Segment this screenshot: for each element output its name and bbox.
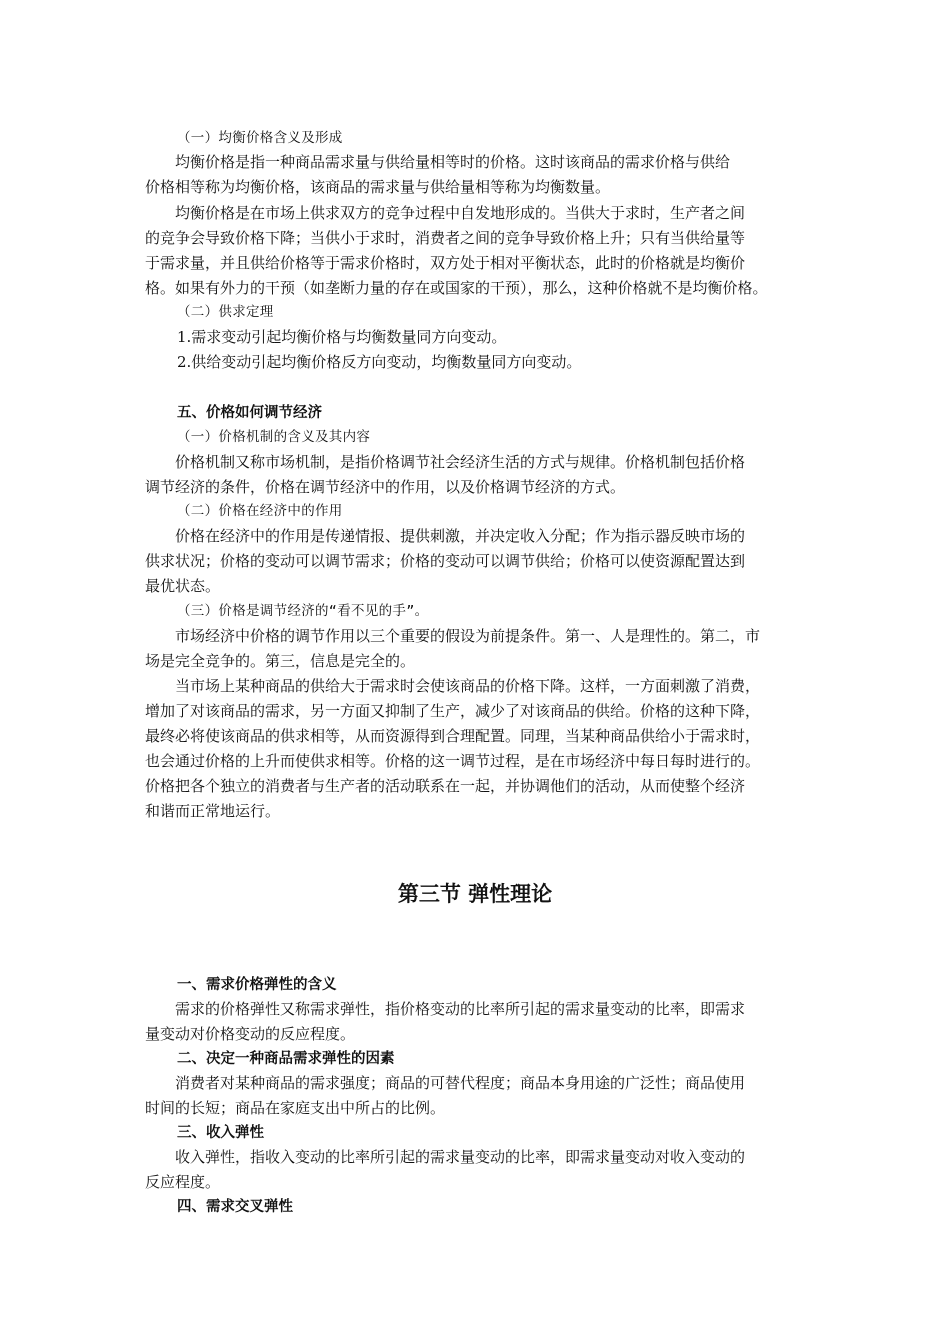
paragraph-line: 需求的价格弹性又称需求弹性，指价格变动的比率所引起的需求量变动的比率，即需求 — [145, 1000, 746, 1018]
paragraph-line: 价格把各个独立的消费者与生产者的活动联系在一起，并协调他们的活动，从而使整个经济 — [145, 777, 746, 795]
paragraph-line: 量变动对价格变动的反应程度。 — [145, 1025, 356, 1043]
paragraph-line: 反应程度。 — [145, 1173, 221, 1191]
subheading-supply-demand-law: （二）供求定理 — [177, 304, 274, 320]
paragraph-line: 收入弹性，指收入变动的比率所引起的需求量变动的比率，即需求量变动对收入变动的 — [145, 1148, 746, 1166]
paragraph-line: 场是完全竞争的。第三，信息是完全的。 — [145, 652, 416, 670]
paragraph-line: 价格相等称为均衡价格，该商品的需求量与供给量相等称为均衡数量。 — [145, 178, 611, 196]
paragraph-line: 格。如果有外力的干预（如垄断力量的存在或国家的干预），那么，这种价格就不是均衡价格。 — [145, 279, 768, 297]
section-heading-income-elasticity: 三、收入弹性 — [177, 1125, 264, 1141]
paragraph-line: 增加了对该商品的需求，另一方面又抑制了生产，减少了对该商品的供给。价格的这种下降， — [145, 702, 761, 720]
paragraph-line: 当市场上某种商品的供给大于需求时会使该商品的价格下降。这样，一方面刺激了消费， — [145, 677, 761, 695]
paragraph-line: 均衡价格是在市场上供求双方的竞争过程中自发地形成的。当供大于求时，生产者之间 — [145, 204, 746, 222]
paragraph-line: 最终必将使该商品的供求相等，从而资源得到合理配置。同理，当某种商品供给小于需求时， — [145, 727, 761, 745]
paragraph-line: 价格机制又称市场机制，是指价格调节社会经济生活的方式与规律。价格机制包括价格 — [145, 453, 746, 471]
section-heading-price-elasticity: 一、需求价格弹性的含义 — [177, 977, 337, 993]
paragraph-line: 消费者对某种商品的需求强度；商品的可替代程度；商品本身用途的广泛性；商品使用 — [145, 1074, 746, 1092]
section-heading-elasticity-factors: 二、决定一种商品需求弹性的因素 — [177, 1051, 395, 1067]
paragraph-line: 时间的长短；商品在家庭支出中所占的比例。 — [145, 1099, 446, 1117]
section-heading-cross-elasticity: 四、需求交叉弹性 — [177, 1199, 293, 1215]
paragraph-line: 和谐而正常地运行。 — [145, 802, 281, 820]
paragraph-line: 均衡价格是指一种商品需求量与供给量相等时的价格。这时该商品的需求价格与供给 — [145, 153, 731, 171]
paragraph-line: 调节经济的条件，价格在调节经济中的作用，以及价格调节经济的方式。 — [145, 478, 626, 496]
chapter-title: 第三节 弹性理论 — [397, 881, 553, 906]
paragraph-line: 最优状态。 — [145, 577, 221, 595]
paragraph-line: 于需求量，并且供给价格等于需求价格时，双方处于相对平衡状态，此时的价格就是均衡价 — [145, 254, 746, 272]
subheading-price-mechanism: （一）价格机制的含义及其内容 — [177, 429, 371, 445]
paragraph-line: 市场经济中价格的调节作用以三个重要的假设为前提条件。第一、人是理性的。第二，市 — [145, 627, 761, 645]
section-heading-price-regulation: 五、价格如何调节经济 — [177, 405, 322, 421]
subheading-price-role: （二）价格在经济中的作用 — [177, 503, 343, 519]
paragraph-line: 的竞争会导致价格下降；当供小于求时，消费者之间的竞争导致价格上升；只有当供给量等 — [145, 229, 746, 247]
paragraph-line: 供求状况；价格的变动可以调节需求；价格的变动可以调节供给；价格可以使资源配置达到 — [145, 552, 746, 570]
subheading-equilibrium-price: （一）均衡价格含义及形成 — [177, 130, 343, 146]
paragraph-line: 也会通过价格的上升而使供求相等。价格的这一调节过程，是在市场经济中每日每时进行的。 — [145, 752, 761, 770]
subheading-invisible-hand: （三）价格是调节经济的“看不见的手”。 — [177, 603, 429, 619]
law-item-1: 1.需求变动引起均衡价格与均衡数量同方向变动。 — [177, 328, 507, 346]
law-item-2: 2.供给变动引起均衡价格反方向变动，均衡数量同方向变动。 — [177, 353, 582, 371]
paragraph-line: 价格在经济中的作用是传递情报、提供刺激，并决定收入分配；作为指示器反映市场的 — [145, 527, 746, 545]
